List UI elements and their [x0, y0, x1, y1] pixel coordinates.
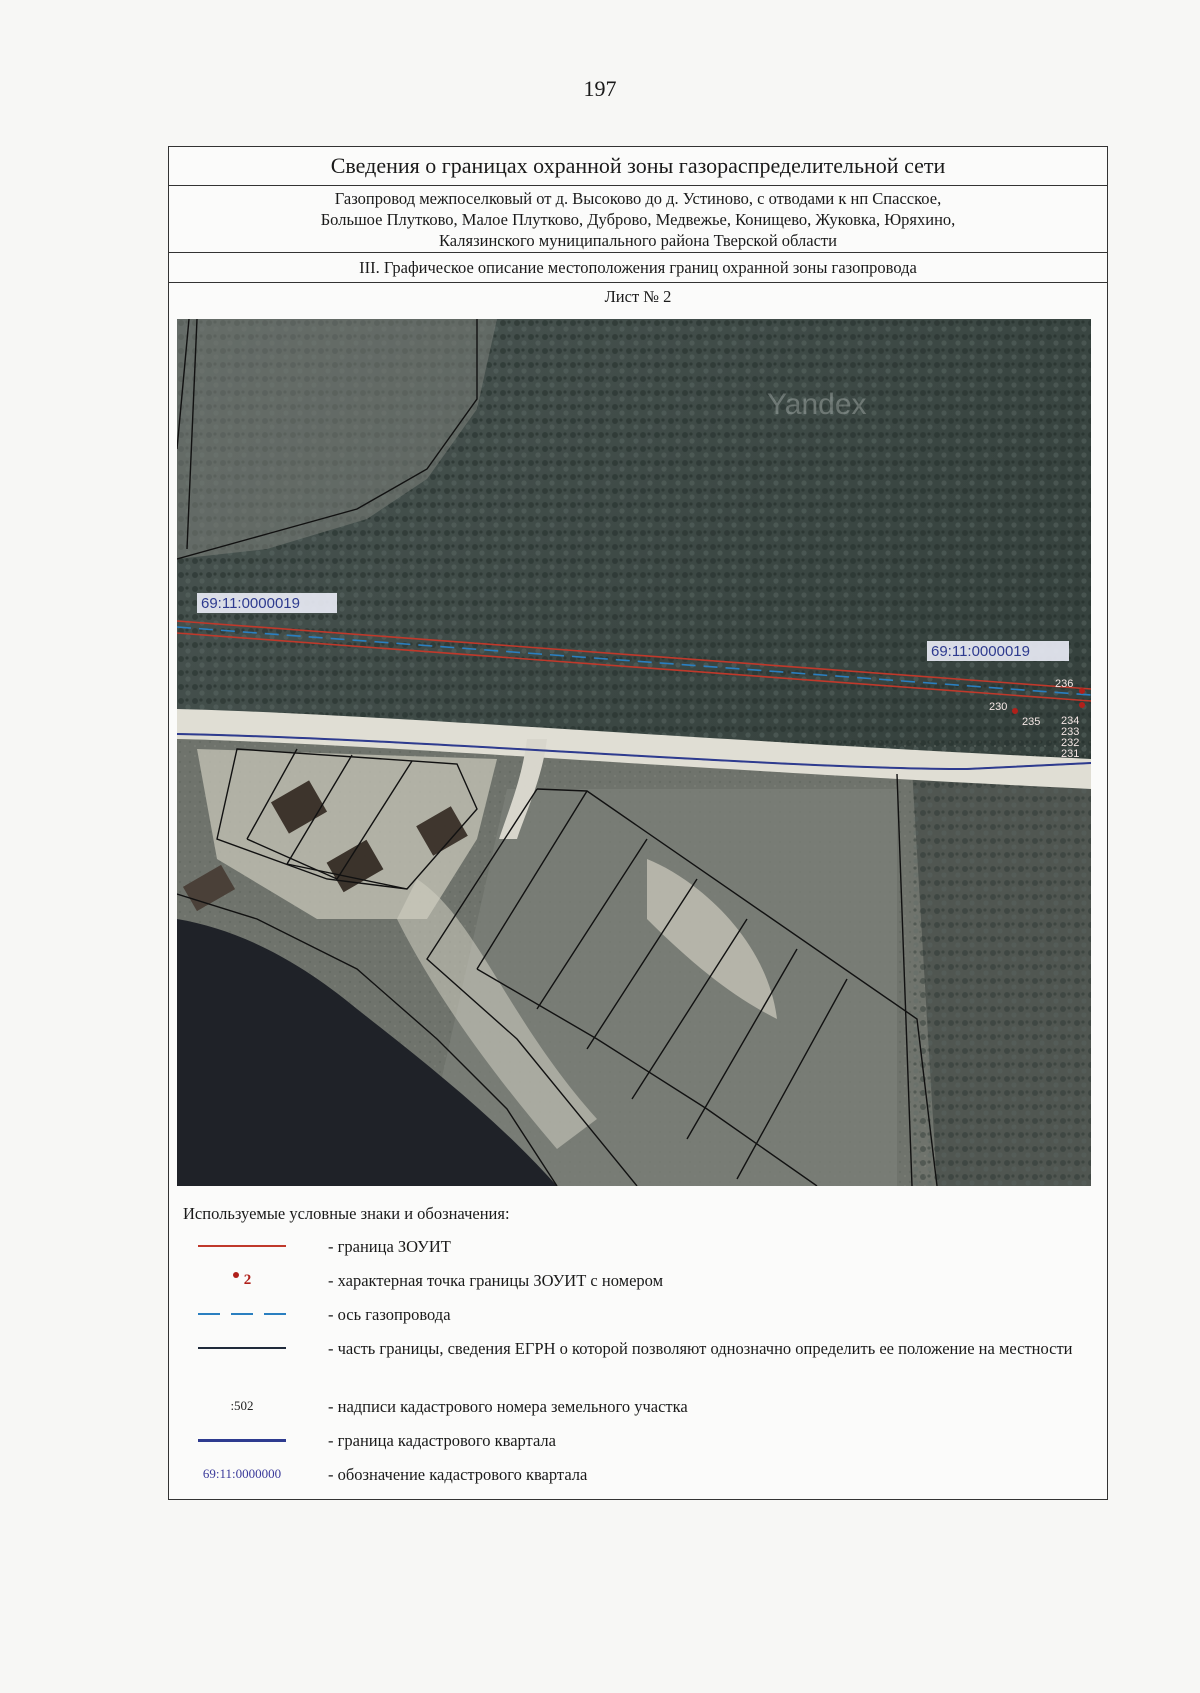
point-sample-number: 2 — [243, 1271, 252, 1288]
point-dot-icon — [233, 1272, 239, 1278]
legend-label: - ось газопровода — [328, 1305, 451, 1324]
legend-row-cadastral-number — [183, 1389, 1093, 1423]
point-symbol — [233, 1272, 252, 1289]
legend-label: - граница кадастрового квартала — [328, 1431, 556, 1450]
document-frame — [168, 146, 1108, 1500]
point-label-236: 236 — [1055, 678, 1074, 690]
quarter-label-left — [197, 593, 337, 613]
svg-text:69:11:0000019: 69:11:0000019 — [931, 643, 1030, 660]
quarter-line-symbol — [198, 1439, 286, 1442]
sheet-number: Лист № 2 — [604, 287, 672, 306]
legend-label: - надписи кадастрового номера земельного участка — [328, 1397, 688, 1416]
object-description — [169, 186, 1107, 253]
parcel-line-symbol — [198, 1347, 286, 1349]
legend-row-point — [183, 1263, 1093, 1297]
point-label-233: 233 — [1061, 726, 1080, 738]
svg-text:69:11:0000019: 69:11:0000019 — [201, 595, 300, 612]
axis-dash-symbol — [198, 1313, 286, 1315]
zouit-point-marker — [1079, 702, 1085, 708]
object-line-1: Газопровод межпоселковый от д. Высоково до д. Устиново, с отводами к нп Спасское, — [334, 188, 942, 208]
legend — [183, 1199, 1093, 1491]
quarter-label-right — [927, 641, 1069, 661]
legend-label: - часть границы, сведения ЕГРН о которой позволяют однозначно определить ее положение на местности — [328, 1339, 1073, 1358]
legend-row-quarter-label — [183, 1457, 1093, 1491]
map-watermark: Yandex — [767, 388, 867, 421]
point-label-234: 234 — [1061, 715, 1080, 727]
legend-label: - обозначение кадастрового квартала — [328, 1465, 588, 1484]
point-label-231: 231 — [1061, 748, 1080, 760]
section-title: III. Графическое описание местоположения границ охранной зоны газопровода — [169, 253, 1107, 283]
point-label-235: 235 — [1022, 716, 1041, 728]
zouit-line-symbol — [198, 1245, 286, 1247]
legend-row-quarter-boundary — [183, 1423, 1093, 1457]
legend-label: - характерная точка границы ЗОУИТ с номером — [328, 1271, 664, 1290]
legend-title: Используемые условные знаки и обозначения: — [183, 1204, 510, 1223]
quarter-sample: 69:11:0000000 — [202, 1466, 282, 1481]
document-title: Сведения о границах охранной зоны газораспределительной сети — [169, 147, 1107, 186]
legend-label: - граница ЗОУИТ — [328, 1237, 451, 1256]
legend-row-axis — [183, 1297, 1093, 1331]
legend-row-parcel-boundary — [183, 1331, 1093, 1389]
object-line-2: Большое Плутково, Малое Плутково, Дуброво, Медвежье, Конищево, Жуковка, Юряхино, — [320, 209, 956, 229]
cadastral-sample: :502 — [230, 1398, 254, 1413]
object-line-3: Калязинского муниципального района Тверской области — [439, 230, 837, 250]
zouit-point-marker — [1012, 708, 1018, 714]
legend-row-zouit — [183, 1229, 1093, 1263]
zouit-point-marker — [1079, 688, 1085, 694]
point-label-230: 230 — [989, 701, 1008, 713]
point-label-232: 232 — [1061, 737, 1080, 749]
satellite-map — [177, 319, 1091, 1186]
page-number: 197 — [583, 76, 617, 101]
